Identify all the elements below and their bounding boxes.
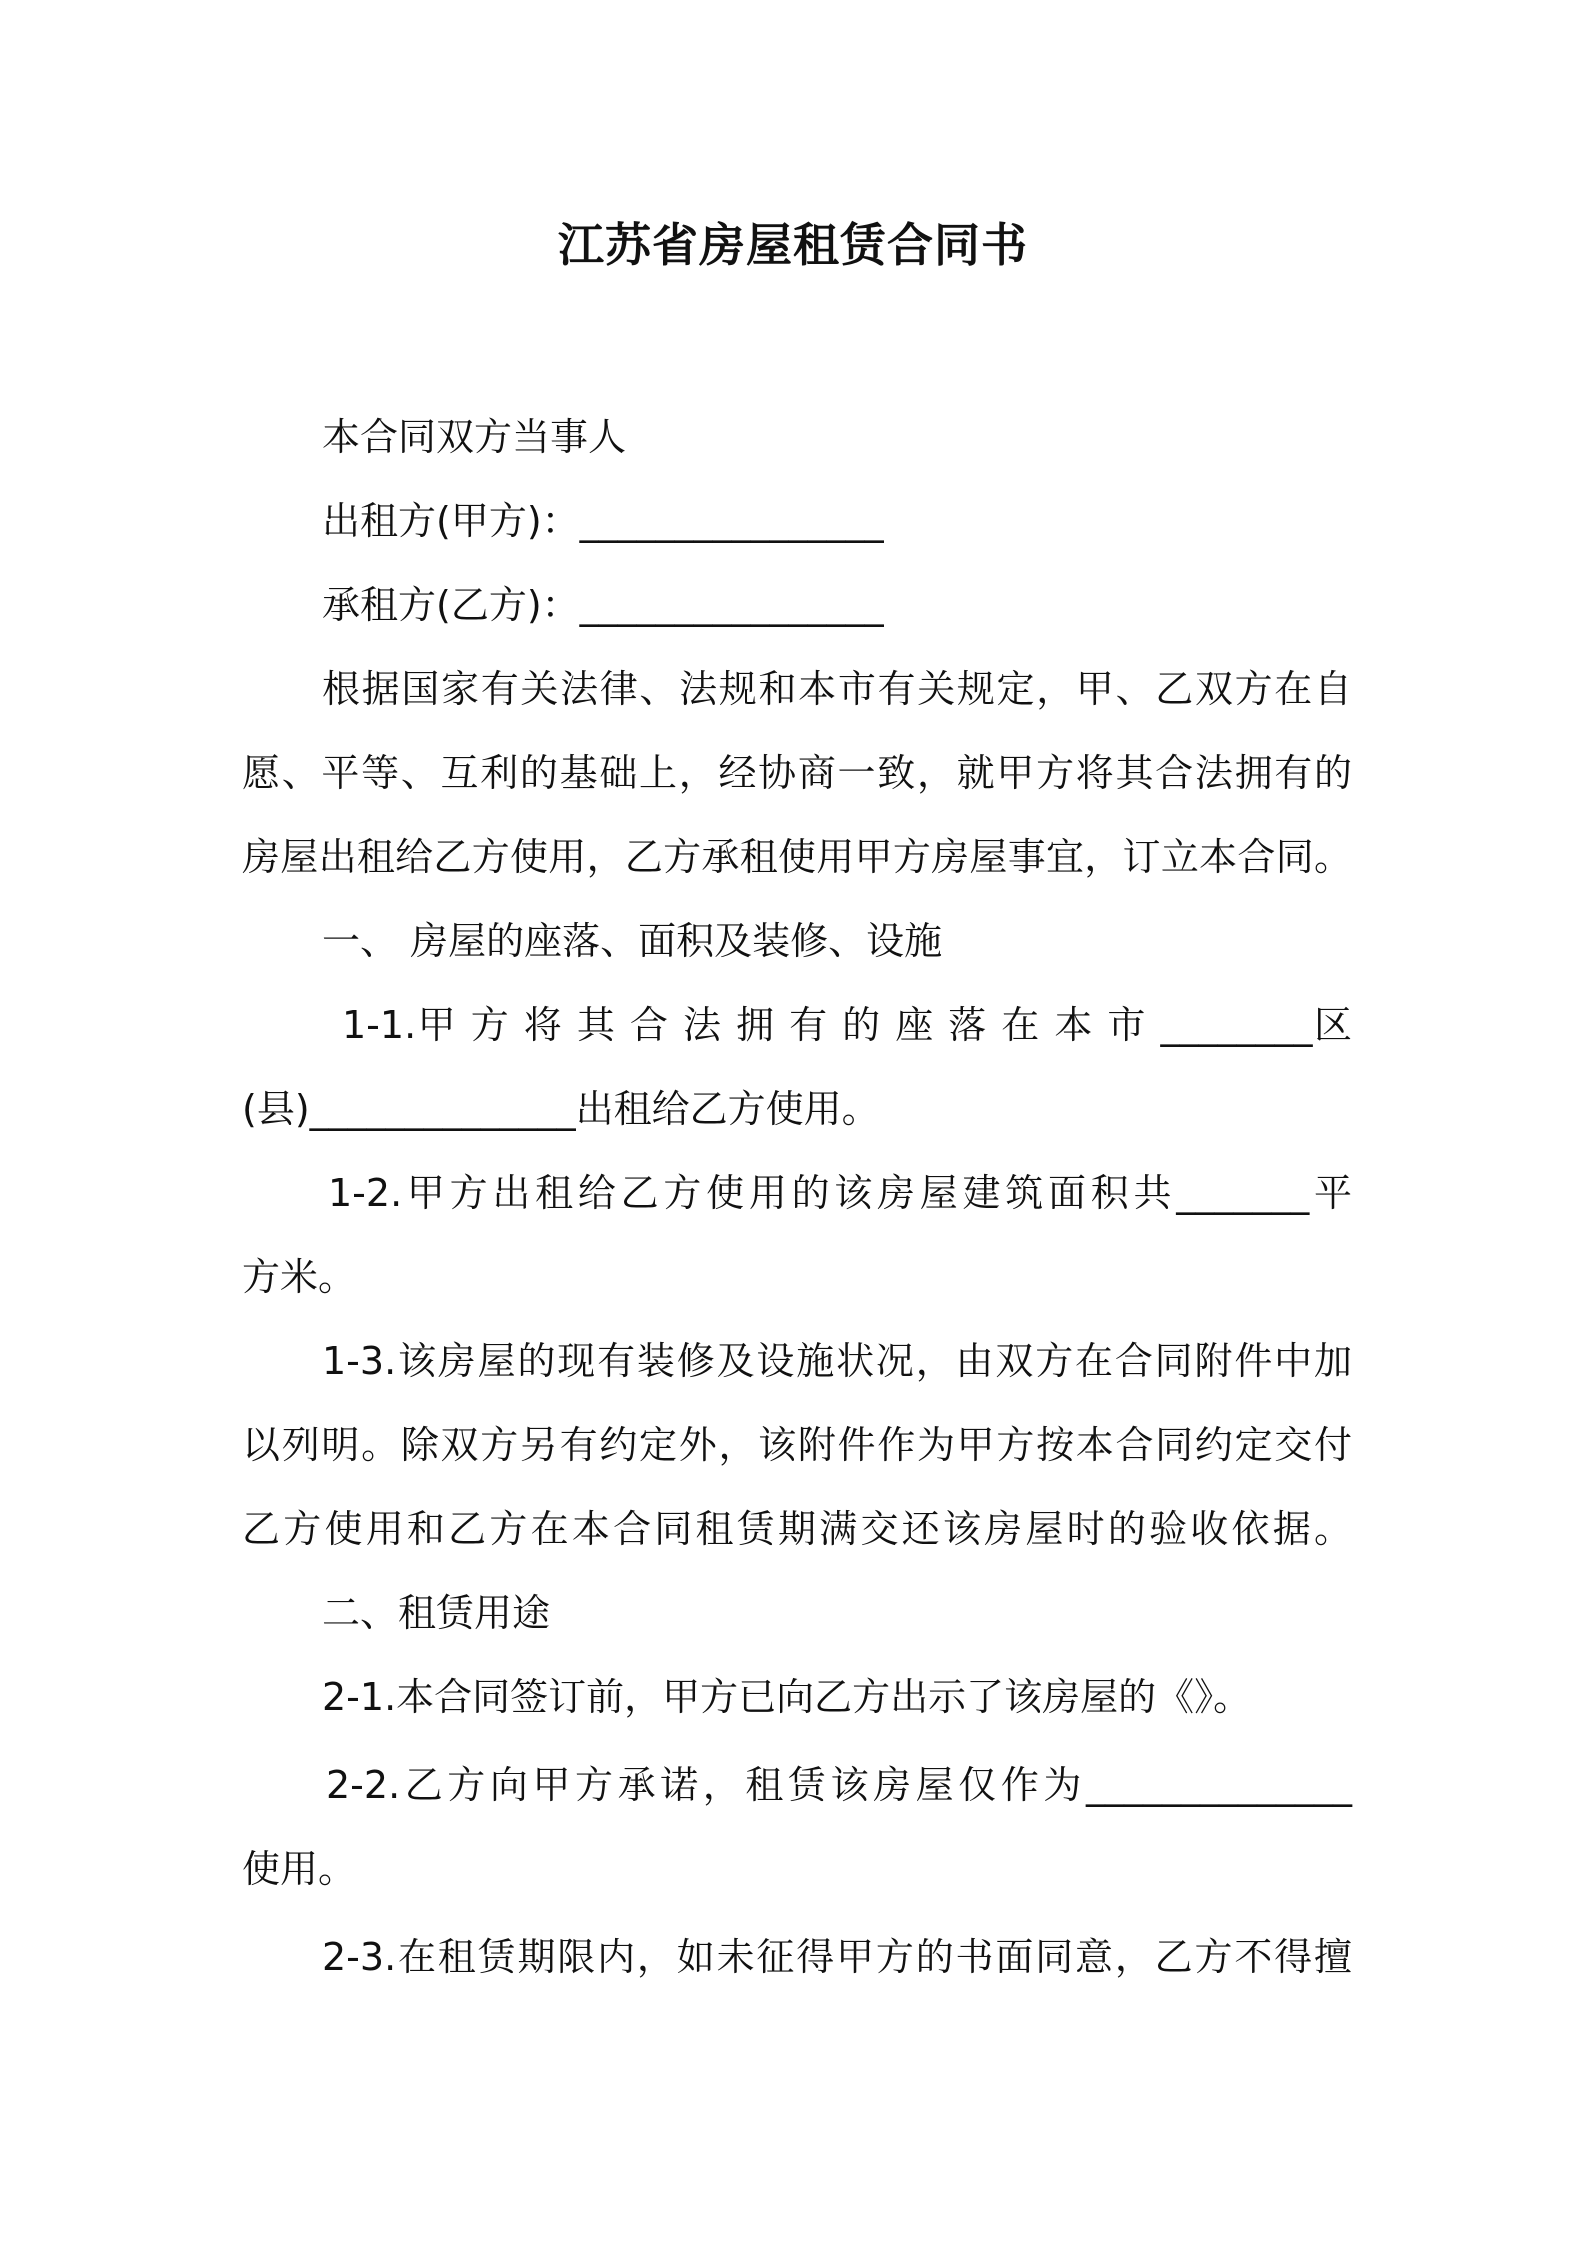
preamble-line-1: 根据国家有关法律、法规和本市有关规定，甲、乙双方在自 xyxy=(322,667,1352,711)
parties-heading: 本合同双方当事人 xyxy=(322,415,627,459)
clause-1-3-line-3: 乙方使用和乙方在本合同租赁期满交还该房屋时的验收依据。 xyxy=(242,1507,1352,1551)
preamble-line-2: 愿、平等、互利的基础上，经协商一致，就甲方将其合法拥有的 xyxy=(242,751,1352,795)
clause-1-2-line-2: 方米。 xyxy=(242,1255,357,1299)
clause-2-3-line-1: 2-3.在租赁期限内，如未征得甲方的书面同意，乙方不得擅 xyxy=(322,1935,1352,1979)
clause-1-3-line-2: 以列明。除双方另有约定外，该附件作为甲方按本合同约定交付 xyxy=(242,1423,1352,1467)
clause-2-2-line-2: 使用。 xyxy=(242,1847,357,1891)
lessee-line: 承租方(乙方)：________________ xyxy=(322,583,884,627)
clause-2-2-line-1: 2-2.乙方向甲方承诺，租赁该房屋仅作为______________ xyxy=(326,1763,1352,1807)
document-title: 江苏省房屋租赁合同书 xyxy=(558,218,1028,272)
clause-1-3-line-1: 1-3.该房屋的现有装修及设施状况，由双方在合同附件中加 xyxy=(322,1339,1352,1383)
lessor-line: 出租方(甲方)：________________ xyxy=(322,499,884,543)
clause-1-1-line-1: 1-1.甲 方 将 其 合 法 拥 有 的 座 落 在 本 市 ________区 xyxy=(342,1003,1352,1047)
clause-1-1-line-2: (县)______________出租给乙方使用。 xyxy=(242,1087,880,1131)
clause-1-2-line-1: 1-2.甲方出租给乙方使用的该房屋建筑面积共_______平 xyxy=(328,1171,1352,1215)
preamble-line-3: 房屋出租给乙方使用，乙方承租使用甲方房屋事宜，订立本合同。 xyxy=(242,835,1352,879)
section-1-heading: 一、 房屋的座落、面积及装修、设施 xyxy=(322,919,943,963)
clause-2-1: 2-1.本合同签订前，甲方已向乙方出示了该房屋的《》。 xyxy=(322,1675,1252,1719)
section-2-heading: 二、租赁用途 xyxy=(322,1591,551,1635)
